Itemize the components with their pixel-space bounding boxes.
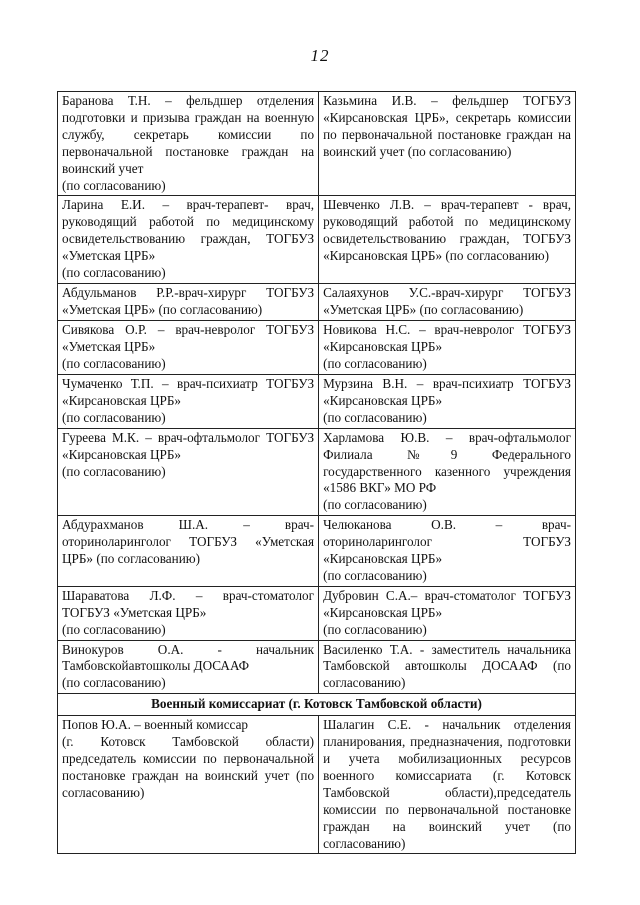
member-substitute-cell: Мурзина В.Н. – врач-психиатр ТОГБУЗ «Кирсановская ЦРБ» (по согласованию) [319,374,576,428]
table-row [58,374,576,428]
member-main-cell: Абдульманов Р.Р.-врач-хирург ТОГБУЗ «Уметская ЦРБ» (по согласованию) [58,284,319,321]
member-substitute-cell: Челюканова О.В. – врач-оториноларинголог ТОГБУЗ «Кирсановская ЦРБ» (по согласованию) [319,516,576,587]
member-substitute-cell: Новикова Н.С. – врач-невролог ТОГБУЗ «Кирсановская ЦРБ» (по согласованию) [319,321,576,375]
table-row [58,92,576,196]
member-main-cell: Ларина Е.И. – врач-терапевт- врач, руководящий работой по медицинскому освидетельствованию граждан, ТОГБУЗ «Уметская ЦРБ» (по согласованию) [58,196,319,284]
member-main-cell: Попов Ю.А. – военный комиссар (г. Котовск Тамбовской области) председатель комиссии по первоначальной постановке граждан на воинский учет (по согласованию) [58,716,319,854]
member-main-cell: Сивякова О.Р. – врач-невролог ТОГБУЗ «Уметская ЦРБ» (по согласованию) [58,321,319,375]
table-row [58,284,576,321]
table-row [58,196,576,284]
table-row [58,640,576,694]
table-row [58,516,576,587]
section-heading-row [58,694,576,716]
section-heading: Военный комиссариат (г. Котовск Тамбовской области) [58,694,576,716]
member-substitute-cell: Шевченко Л.В. – врач-терапевт - врач, руководящий работой по медицинскому освидетельствованию граждан, ТОГБУЗ «Кирсановская ЦРБ» (по согласованию) [319,196,576,284]
member-substitute-cell: Салаяхунов У.С.-врач-хирург ТОГБУЗ «Уметская ЦРБ» (по согласованию) [319,284,576,321]
member-substitute-cell: Дубровин С.А.– врач-стоматолог ТОГБУЗ «Кирсановская ЦРБ» (по согласованию) [319,586,576,640]
member-main-cell: Абдурахманов Ш.А. – врач-оториноларинголог ТОГБУЗ «Уметская ЦРБ» (по согласованию) [58,516,319,587]
table-row [58,428,576,516]
member-substitute-cell: Казьмина И.В. – фельдшер ТОГБУЗ «Кирсановская ЦРБ», секретарь комиссии по первоначальной постановке граждан на воинский учет (по согласованию) [319,92,576,196]
table-row [58,716,576,854]
member-substitute-cell: Василенко Т.А. - заместитель начальника Тамбовской автошколы ДОСААФ (по согласованию) [319,640,576,694]
member-main-cell: Винокуров О.А. - начальник Тамбовскойавтошколы ДОСААФ (по согласованию) [58,640,319,694]
commission-members-table [57,91,576,854]
member-main-cell: Чумаченко Т.П. – врач-психиатр ТОГБУЗ «Кирсановская ЦРБ» (по согласованию) [58,374,319,428]
table-row [58,586,576,640]
page-number: 12 [310,46,330,65]
member-main-cell: Шараватова Л.Ф. – врач-стоматолог ТОГБУЗ «Уметская ЦРБ» (по согласованию) [58,586,319,640]
member-main-cell: Баранова Т.Н. – фельдшер отделения подготовки и призыва граждан на военную службу, секретарь комиссии по первоначальной постановке граждан на воинский учет (по согласованию) [58,92,319,196]
member-substitute-cell: Шалагин С.Е. - начальник отделения планирования, предназначения, подготовки и учета мобилизационных ресурсов военного комиссариата (г. Котовск Тамбовской области),председатель комиссии по первоначальной постановке граждан на воинский учет (по согласованию) [319,716,576,854]
member-substitute-cell: Харламова Ю.В. – врач-офтальмолог Филиала №9 Федерального государственного казенного учреждения «1586 ВКГ» МО РФ (по согласованию) [319,428,576,516]
member-main-cell: Гуреева М.К. – врач-офтальмолог ТОГБУЗ «Кирсановская ЦРБ» (по согласованию) [58,428,319,516]
table-row [58,321,576,375]
